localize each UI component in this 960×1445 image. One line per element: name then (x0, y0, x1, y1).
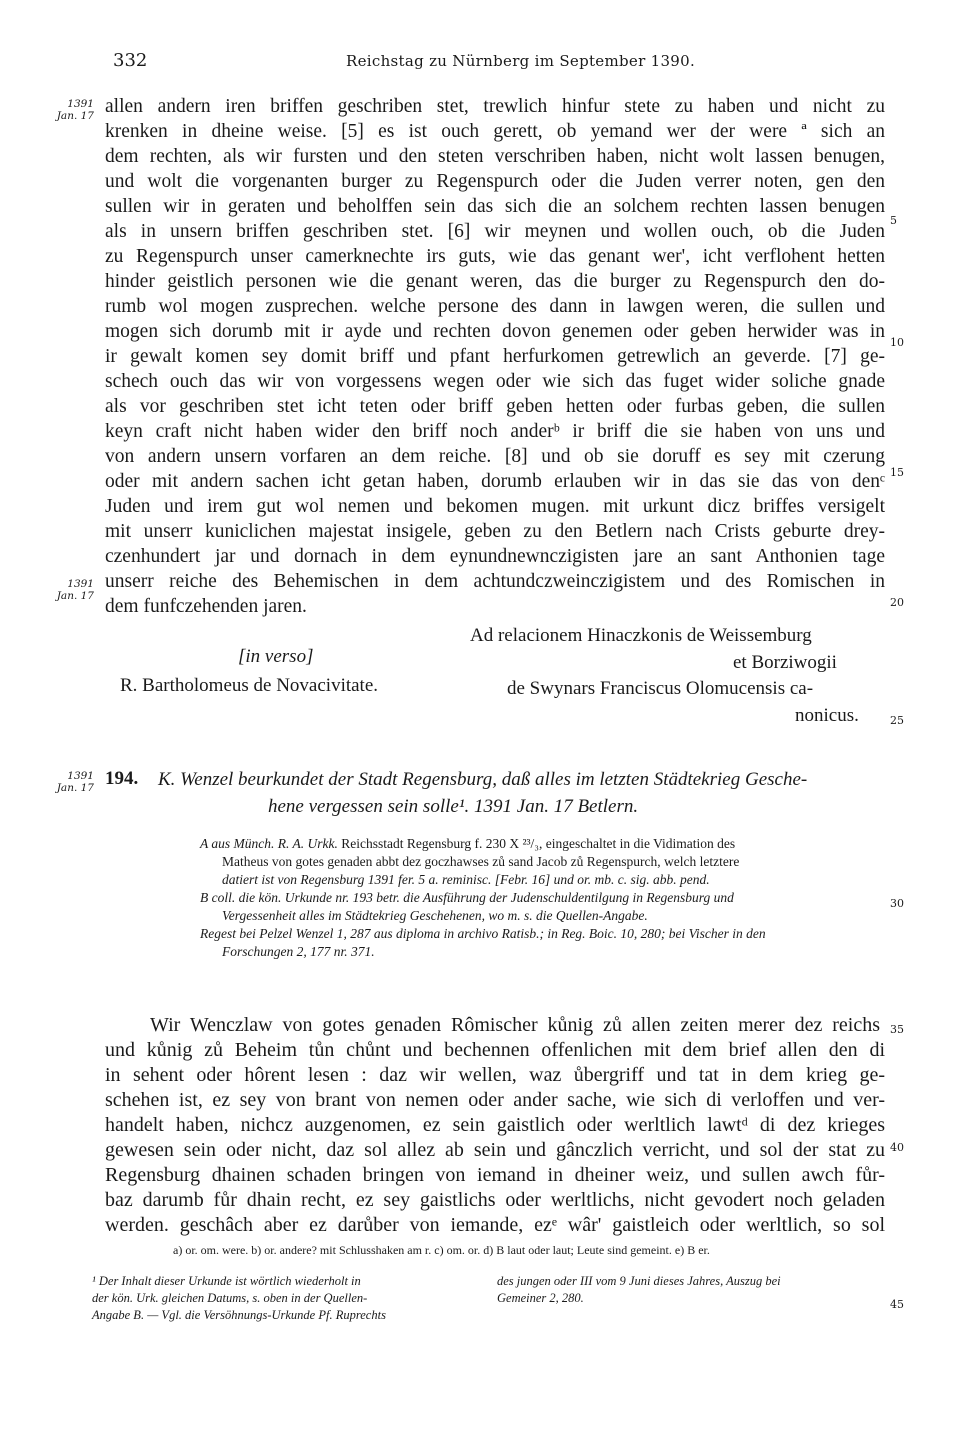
margin-date (42, 770, 94, 794)
source-notes (200, 835, 880, 961)
chancery-note: et Borziwogii (733, 652, 837, 673)
source-siglum: A aus Münch. R. A. Urkk. (200, 836, 338, 851)
chancery-note: nonicus. (795, 705, 859, 726)
line-number: 40 (890, 1141, 904, 1154)
footnote-right (497, 1273, 887, 1307)
scribe-name: R. Bartholomeus de Novacivitate. (120, 675, 379, 696)
footnote-line: des jungen oder III vom 9 Juni dieses Jahres, Auszug bei (497, 1274, 781, 1288)
source-text: Reichsstadt Regensburg f. 230 X ²³/₃, eingeschaltet in die Vidimation des (341, 836, 736, 851)
source-regest (200, 925, 880, 961)
text-line: hinder geistlich personen wie die genant weren, das die burger zu Regenspurch den do- (105, 271, 885, 292)
chancery-note: Ad relacionem Hinaczkonis de Weissemburg (470, 625, 812, 646)
line-number: 25 (890, 714, 904, 727)
text-line: ir gewalt komen sey domit briff und pfant herfurkomen getrewlich an geverde. [7] ge- (105, 346, 885, 367)
source-text: B coll. die kön. Urkunde nr. 193 betr. die Ausführung der Judenschuldentilgung in Regensburg und (200, 890, 734, 905)
text-line: und wolt die vorgenanten burger zu Regenspurch oder die Juden verrer noten, gen den (105, 171, 885, 192)
text-line: schehen ist, ez sey von brant von nemen oder ander sache, wie sich di verloffen und ver- (105, 1089, 885, 1111)
text-line: handelt haben, nichcz auzgenomen, ez sein gaistlich oder werltlich lawtᵈ di dez krieges (105, 1114, 885, 1136)
text-line: gewesen sein oder nicht, daz sol allez ab sein und gânczlich verricht, und sol der stat zu (105, 1139, 885, 1161)
line-number: 45 (890, 1298, 904, 1311)
running-header (113, 50, 883, 80)
margin-date-year: 1391 (67, 770, 94, 782)
line-number: 5 (890, 214, 897, 227)
text-line: mit unserr kuniclichen majestat insigele, geben zu den Betlern nach Crists geburte drey- (105, 521, 885, 542)
document-title-line: K. Wenzel beurkundet der Stadt Regensburg, daß alles im letzten Städtekrieg Gesche- (158, 769, 808, 790)
chancery-note: de Swynars Franciscus Olomucensis ca- (507, 678, 814, 699)
margin-date-day: Jan. 17 (56, 110, 94, 122)
text-line: krenken in dheine weise. [5] es ist ouch gerett, ob yemand wer der were ª sich an (105, 121, 885, 142)
text-line: schech ouch das wir von vorgessens wegen oder wie sich das fuget wider soliche gnade (105, 371, 885, 392)
footnote-line: der kön. Urk. gleichen Datums, s. oben in der Quellen- (92, 1291, 368, 1305)
footnote-line: ¹ Der Inhalt dieser Urkunde ist wörtlich wiederholt in (92, 1274, 361, 1288)
footnote-line: Angabe B. — Vgl. die Versöhnungs-Urkunde Pf. Ruprechts (92, 1308, 386, 1322)
text-line: und kůnig zů Beheim tůn chůnt und bechennen offenlichen mit dem brief allen den di (105, 1039, 885, 1061)
document-number: 194. (105, 768, 139, 789)
text-line: als vor geschriben stet icht teten oder briff geben hetten oder furbas geben, die sullen (105, 396, 885, 417)
source-text: Regest bei Pelzel Wenzel 1, 287 aus diploma in archivo Ratisb.; in Reg. Boic. 10, 280; bei Vischer in den (200, 926, 766, 941)
text-line: werden. geschâch aber ez darůber von iemande, ezᵉ wâr' gaistleich oder werltlich, so sol (105, 1214, 885, 1236)
source-entry-a (200, 835, 880, 889)
source-text: Forschungen 2, 177 nr. 371. (222, 944, 375, 959)
text-line: baz darumb fůr dhain recht, ez sey gaistlichs oder werltlichs, nicht gevodert noch geladen (105, 1189, 885, 1211)
document-title (158, 766, 883, 820)
text-line: dem funfczehenden jaren. (105, 596, 307, 617)
source-text: datiert ist von Regensburg 1391 fer. 5 a. reminisc. [Febr. 16] und or. mb. c. sig. abb. pend. (222, 872, 710, 887)
source-text: Matheus von gotes genaden abbt dez goczhawses zů sand Jacob zů Regenspurch, welch letztere (222, 854, 740, 869)
text-line: rumb wol mogen zusprechen. welche persone des dann in lawgen weren, die sullen und (105, 296, 885, 317)
in-verso-note: [in verso] (238, 646, 314, 667)
text-line: in sehent oder hôrent lesen : daz wir wellen, waz ůbergriff und tat in dem krieg ge- (105, 1064, 885, 1086)
line-number: 30 (890, 897, 904, 910)
margin-date-day: Jan. 17 (56, 782, 94, 794)
text-line: zu Regenspurch unser camerknechte irs guts, wie das genant wer', icht verflohent hetten (105, 246, 885, 267)
margin-date (42, 98, 94, 122)
footnote-left (92, 1273, 482, 1324)
text-line: oder mit andern sachen icht getan haben, dorumb erlauben wir in das sie das von denᶜ (105, 471, 885, 492)
margin-date (42, 578, 94, 602)
text-line: mogen sich dorumb mit ir ayde und rechten dovon genemen oder geben herwider was in (105, 321, 885, 342)
running-title: Reichstag zu Nürnberg im September 1390. (346, 52, 696, 70)
line-number: 15 (890, 466, 904, 479)
text-line: dem rechten, als wir fursten und den steten verschriben haben, nicht wolt lassen benugen, (105, 146, 885, 167)
document-title-line: hene vergessen sein solle¹. 1391 Jan. 17 Betlern. (268, 796, 639, 817)
line-number: 20 (890, 596, 904, 609)
text-line: allen andern iren briffen geschriben stet, trewlich hinfur stete zu haben und nicht zu (105, 96, 885, 117)
text-line: Regensburg dhainen schaden bringen von iemand in dheiner weiz, und sullen awch fůr- (105, 1164, 885, 1186)
text-line: czenhundert jar und dornach in dem eynundnewnczigisten jare an sant Anthonien tage (105, 546, 885, 567)
critical-apparatus: a) or. om. were. b) or. andere? mit Schlusshaken am r. c) om. or. d) B laut oder laut; Leute sind gemeint. e) B er. (173, 1243, 710, 1257)
line-number: 35 (890, 1023, 904, 1036)
text-line: Wir Wenczlaw von gotes genaden Rômischer kůnig zů allen zeiten merer dez reichs (150, 1014, 880, 1036)
text-line: von andern unsern vorfaren an dem reiche. [8] und ob sie doruff es sey mit czerung (105, 446, 885, 467)
text-line: als in unsern briffen geschriben stet. [6] wir meynen und wollen ouch, ob die Juden (105, 221, 885, 242)
margin-date-year: 1391 (67, 578, 94, 590)
text-line: Juden und irem gut wol nemen und bekomen mugen. mit urkunt dicz briffes versigelt (105, 496, 885, 517)
footnote-line: Gemeiner 2, 280. (497, 1291, 584, 1305)
margin-date-year: 1391 (67, 98, 94, 110)
page-number: 332 (113, 50, 148, 71)
source-entry-b (200, 889, 880, 925)
text-line: unserr reiche des Behemischen in dem achtundczweinczigistem und des Romischen in (105, 571, 885, 592)
margin-date-day: Jan. 17 (56, 590, 94, 602)
text-line: sullen wir in geraten und beholffen sein das sich die an solchem rechten lassen benugen (105, 196, 885, 217)
text-line: keyn craft nicht haben wider den briff noch anderᵇ ir briff die sie haben von uns und (105, 421, 885, 442)
line-number: 10 (890, 336, 904, 349)
source-text: Vergessenheit alles im Städtekrieg Geschehenen, wo m. s. die Quellen-Angabe. (222, 908, 648, 923)
